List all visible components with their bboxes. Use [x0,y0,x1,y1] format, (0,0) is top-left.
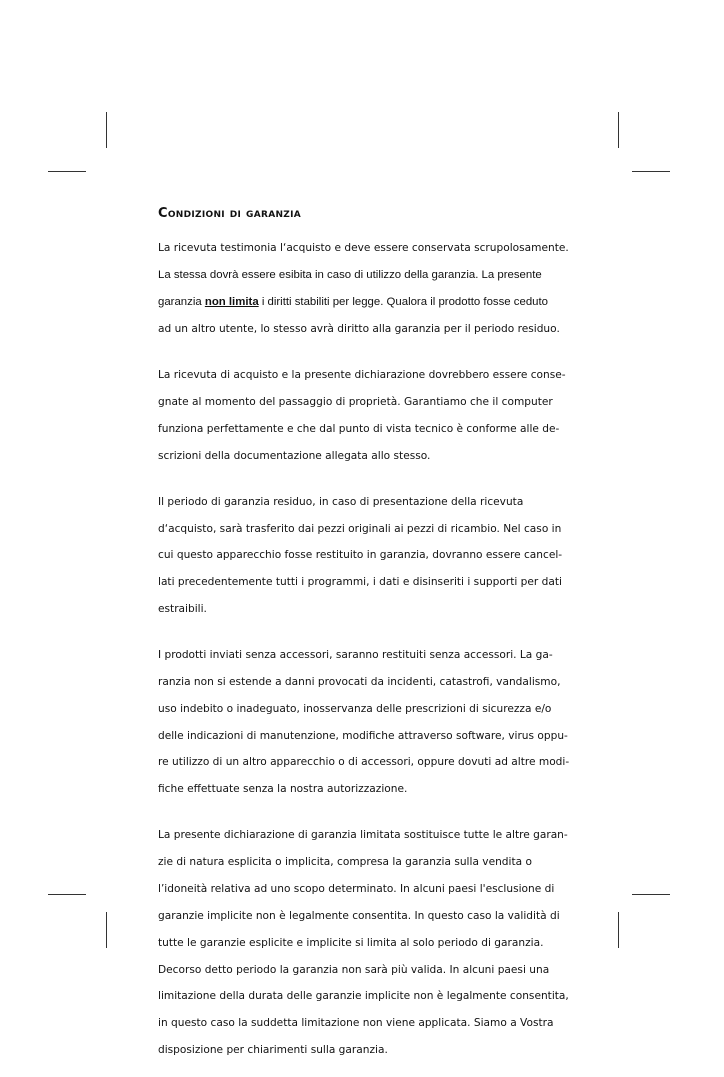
paragraph-line: ranzia non si estende a danni provocati da incidenti, catastrofi, vandalismo, [158,676,561,688]
paragraph-line: lati precedentemente tutti i programmi, i dati e disinseriti i supporti per dati [158,576,562,589]
crop-mark-bottom-right-vertical [618,912,619,948]
paragraph-line: in questo caso la suddetta limitazione non viene applicata. Siamo a Vostra [158,1017,554,1030]
paragraph-line: estraibili. [158,602,207,615]
paragraph-line: garanzie implicite non è legalmente consentita. In questo caso la validità di [158,909,560,922]
paragraph-line: scrizioni della documentazione allegata allo stesso. [158,449,431,462]
paragraph-line: La presente dichiarazione di garanzia limitata sostituisce tutte le altre garan- [158,829,568,842]
paragraph-line: zie di natura esplicita o implicita, compresa la garanzia sulla vendita o [158,856,532,869]
paragraph-line: I prodotti inviati senza accessori, saranno restituiti senza accessori. La ga- [158,649,553,662]
crop-mark-top-left-vertical [106,112,107,148]
text-fragment: i diritti stabiliti per legge. Qualora il prodotto fosse ceduto [258,296,549,309]
paragraph-line: limitazione della durata delle garanzie implicite non è legalmente consentita, [158,990,569,1003]
crop-mark-top-right-vertical [618,112,619,148]
crop-mark-top-right-horizontal [632,171,670,172]
document-content [158,206,570,1077]
paragraph-line: gnate al momento del passaggio di proprietà. Garantiamo che il computer [158,395,553,408]
paragraph-line: delle indicazioni di manutenzione, modifiche attraverso software, virus oppu- [158,729,568,742]
paragraph-line: uso indebito o inadeguato, inosservanza delle prescrizioni di sicurezza e/o [158,702,552,715]
crop-mark-bottom-right-horizontal [632,894,670,895]
crop-mark-top-left-horizontal [48,171,86,172]
text-fragment: garanzia [158,296,205,309]
paragraph-limited-warranty [158,816,569,1071]
paragraph-exclusions [158,636,570,810]
paragraph-line: disposizione per chiarimenti sulla garanzia. [158,1043,388,1056]
paragraph-residual-period [158,482,566,629]
crop-mark-bottom-left-vertical [106,912,107,948]
paragraph-ownership-transfer [158,356,566,477]
paragraph-line: La ricevuta di acquisto e la presente dichiarazione dovrebbero essere conse- [158,369,566,382]
paragraph-line: d‘acquisto, sarà trasferito dai pezzi originali ai pezzi di ricambio. Nel caso in [158,522,562,535]
paragraph-line: Decorso detto periodo la garanzia non sarà più valida. In alcuni paesi una [158,963,550,976]
paragraph-line: La stessa dovrà essere esibita in caso di utilizzo della garanzia. La presente [158,269,542,282]
page-title: Condizioni di garanzia [158,206,302,221]
paragraph-line: cui questo apparecchio fosse restituito in garanzia, dovranno essere cancel- [158,549,563,562]
emphasized-text: non limita [204,296,259,309]
paragraph-line: La ricevuta testimonia l‘acquisto e deve essere conservata scrupolosamente. [158,242,569,255]
crop-mark-bottom-left-horizontal [48,894,86,895]
paragraph-receipt [158,229,569,350]
paragraph-line: funziona perfettamente e che dal punto di vista tecnico è conforme alle de- [158,422,560,435]
paragraph-line: fiche effettuate senza la nostra autorizzazione. [158,783,408,796]
paragraph-line: Il periodo di garanzia residuo, in caso di presentazione della ricevuta [158,495,524,508]
paragraph-line: ad un altro utente, lo stesso avrà diritto alla garanzia per il periodo residuo. [158,322,560,335]
paragraph-line [158,296,566,309]
paragraph-line: l’idoneità relativa ad uno scopo determinato. In alcuni paesi l'esclusione di [158,883,555,896]
paragraph-line: tutte le garanzie esplicite e implicite si limita al solo periodo di garanzia. [158,936,544,949]
paragraph-line: re utilizzo di un altro apparecchio o di accessori, oppure dovuti ad altre modi- [158,756,570,769]
